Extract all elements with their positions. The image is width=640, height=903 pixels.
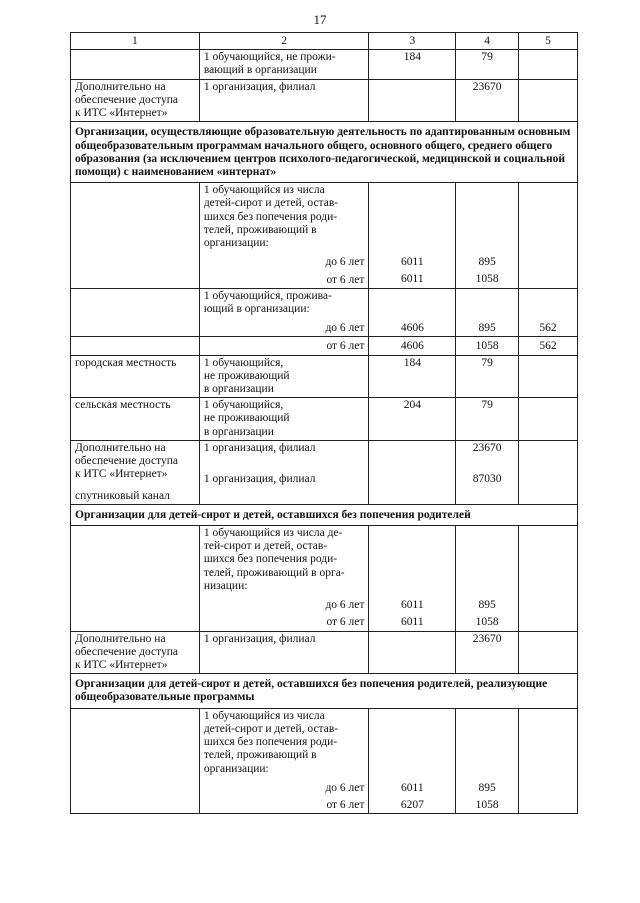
table-cell (519, 183, 578, 289)
cell-value (523, 616, 573, 629)
age-label: от 6 лет (326, 616, 365, 629)
cell-value: 204 (403, 399, 421, 412)
cell-text: сельская местность (75, 399, 171, 412)
table-cell (369, 526, 456, 632)
cell-value: 87030 (472, 473, 502, 486)
cell-text: Дополнительно на обеспечение доступа к ИТС «Интернет» (75, 632, 178, 671)
column-header: 5 (519, 33, 578, 50)
column-header-row (71, 33, 578, 50)
cell-value: 1058 (475, 340, 499, 353)
table-row (71, 708, 578, 814)
cell-value: 1058 (475, 798, 499, 811)
table-cell (199, 50, 369, 79)
cell-text: Организации для детей-сирот и детей, оставшихся без попечения родителей, реализующие общеобразовательные программы (75, 678, 548, 704)
table-cell (456, 288, 519, 337)
cell-text: 1 обучающийся, не прожи- вающий в организации (203, 51, 336, 77)
cell-text: 1 обучающийся, не проживающий в организации (203, 356, 290, 396)
cell-text: 1 организация, филиал (203, 473, 316, 486)
cell-text: городская местность (75, 356, 177, 369)
cell-value: 1058 (475, 273, 499, 286)
table-cell (71, 355, 200, 398)
table-row (71, 183, 578, 289)
table-cell (369, 50, 456, 79)
table-row (71, 631, 578, 674)
table-cell (456, 398, 519, 441)
table-cell (519, 708, 578, 814)
cell-text: Дополнительно на обеспечение доступа к ИТС «Интернет» (75, 441, 178, 481)
table-cell (369, 183, 456, 289)
cell-value: 895 (478, 599, 496, 611)
cell-value: 6011 (401, 616, 424, 629)
table-cell (519, 631, 578, 674)
table-cell (71, 79, 200, 122)
cell-value: 79 (481, 399, 493, 412)
cell-value (523, 782, 573, 795)
table-cell (199, 526, 369, 632)
table-row (71, 398, 578, 441)
cell-value: 895 (478, 256, 496, 269)
table-cell (71, 526, 200, 632)
table-cell (199, 183, 369, 289)
cell-text: 1 обучающийся из числа детей-сирот и детей, остав- шихся без попечения роди- телей, проживающий в организации: (203, 184, 339, 250)
table-row (71, 288, 578, 337)
table-cell (519, 440, 578, 504)
table-cell (71, 631, 200, 674)
cell-value: 6011 (401, 781, 424, 794)
age-label: до 6 лет (325, 781, 365, 794)
table-cell (456, 708, 519, 814)
column-header: 2 (199, 33, 369, 50)
table-cell (199, 440, 369, 504)
cell-value (523, 256, 573, 269)
column-header: 1 (71, 33, 200, 50)
age-label: от 6 лет (326, 273, 365, 286)
cell-value: 895 (478, 781, 496, 794)
cell-value (523, 599, 573, 612)
table-row (71, 355, 578, 398)
cell-value: 6011 (401, 599, 424, 611)
cell-value: 895 (478, 322, 496, 335)
cell-value: 562 (539, 322, 557, 335)
table-cell (456, 50, 519, 79)
cell-text: 1 обучающийся из числа детей-сирот и детей, остав- шихся без попечения роди- телей, проживающий в организации: (203, 709, 339, 775)
table-cell (519, 355, 578, 398)
cell-value: 4606 (400, 322, 424, 335)
age-label: до 6 лет (325, 322, 365, 335)
section-row (71, 122, 578, 183)
table-cell (369, 79, 456, 122)
table-cell (519, 79, 578, 122)
table-cell (369, 631, 456, 674)
table-cell (519, 337, 578, 355)
table-cell (456, 183, 519, 289)
table-row (71, 337, 578, 355)
cell-value: 562 (539, 340, 557, 353)
column-header: 3 (369, 33, 456, 50)
table-row (71, 440, 578, 504)
cell-value (523, 799, 573, 812)
cell-text: 1 организация, филиал (203, 441, 316, 454)
cell-value: 79 (481, 356, 493, 369)
table-cell (519, 526, 578, 632)
cell-text: спутниковый канал (75, 489, 170, 502)
cell-text: 1 организация, филиал (203, 80, 316, 93)
table-cell (369, 288, 456, 337)
section-heading (71, 122, 578, 183)
cell-value: 79 (481, 51, 493, 64)
age-label: от 6 лет (326, 798, 365, 811)
table-cell (519, 50, 578, 79)
cell-value: 184 (403, 356, 421, 369)
table-cell (71, 337, 200, 355)
cell-value: 1058 (475, 616, 499, 629)
cell-text: 1 организация, филиал (203, 632, 316, 645)
section-heading (71, 674, 578, 708)
table-cell (456, 440, 519, 504)
cell-value: 6011 (401, 273, 424, 286)
table-cell (519, 398, 578, 441)
age-label: до 6 лет (325, 599, 365, 612)
cell-value (523, 273, 573, 286)
cell-text: 1 обучающийся, прожива- ющий в организации: (203, 289, 332, 315)
table-cell (369, 355, 456, 398)
table-cell (369, 337, 456, 355)
table-cell (456, 355, 519, 398)
section-row (71, 504, 578, 525)
cell-value: 184 (403, 51, 421, 64)
table-row (71, 50, 578, 79)
cell-value: 23670 (472, 632, 502, 645)
table-cell (199, 337, 369, 355)
table-cell (199, 708, 369, 814)
cell-value: 6011 (401, 256, 424, 269)
table-cell (199, 398, 369, 441)
table-cell (369, 440, 456, 504)
table-cell (71, 50, 200, 79)
table-cell (456, 526, 519, 632)
table-cell (369, 398, 456, 441)
table-cell (199, 631, 369, 674)
table-cell (519, 288, 578, 337)
table-cell (199, 79, 369, 122)
section-row (71, 674, 578, 708)
table-cell (456, 337, 519, 355)
section-heading (71, 504, 578, 525)
table-cell (369, 708, 456, 814)
cell-value: 23670 (472, 80, 502, 93)
table-cell (199, 288, 369, 337)
table-cell (71, 440, 200, 504)
table-cell (456, 79, 519, 122)
age-label: от 6 лет (326, 340, 365, 353)
funding-table (70, 32, 578, 814)
table-cell (71, 288, 200, 337)
column-header: 4 (456, 33, 519, 50)
cell-text: Организации для детей-сирот и детей, оставшихся без попечения родителей (75, 508, 471, 521)
cell-value: 4606 (400, 340, 424, 353)
table-cell (456, 631, 519, 674)
table-cell (199, 355, 369, 398)
table-cell (71, 183, 200, 289)
cell-text: 1 обучающийся из числа де- тей-сирот и детей, остав- шихся без попечения роди- телей, проживающий в орга- низации: (203, 527, 345, 592)
table-cell (71, 398, 200, 441)
age-label: до 6 лет (325, 256, 365, 269)
cell-text: Организации, осуществляющие образовательную деятельность по адаптированным основным общеобразовательным программам начального общего, основного общего, среднего общего образования (за исключением центров психолого-педагогической, медицинской и социальной помощи) с наименованием «интернат» (75, 126, 571, 178)
page-number: 17 (313, 12, 327, 27)
cell-value: 23670 (472, 441, 502, 454)
table-row (71, 79, 578, 122)
cell-text: Дополнительно на обеспечение доступа к ИТС «Интернет» (75, 80, 178, 120)
cell-text: 1 обучающийся, не проживающий в организации (203, 399, 290, 438)
cell-value: 6207 (400, 798, 424, 811)
table-cell (71, 708, 200, 814)
table-row (71, 526, 578, 632)
